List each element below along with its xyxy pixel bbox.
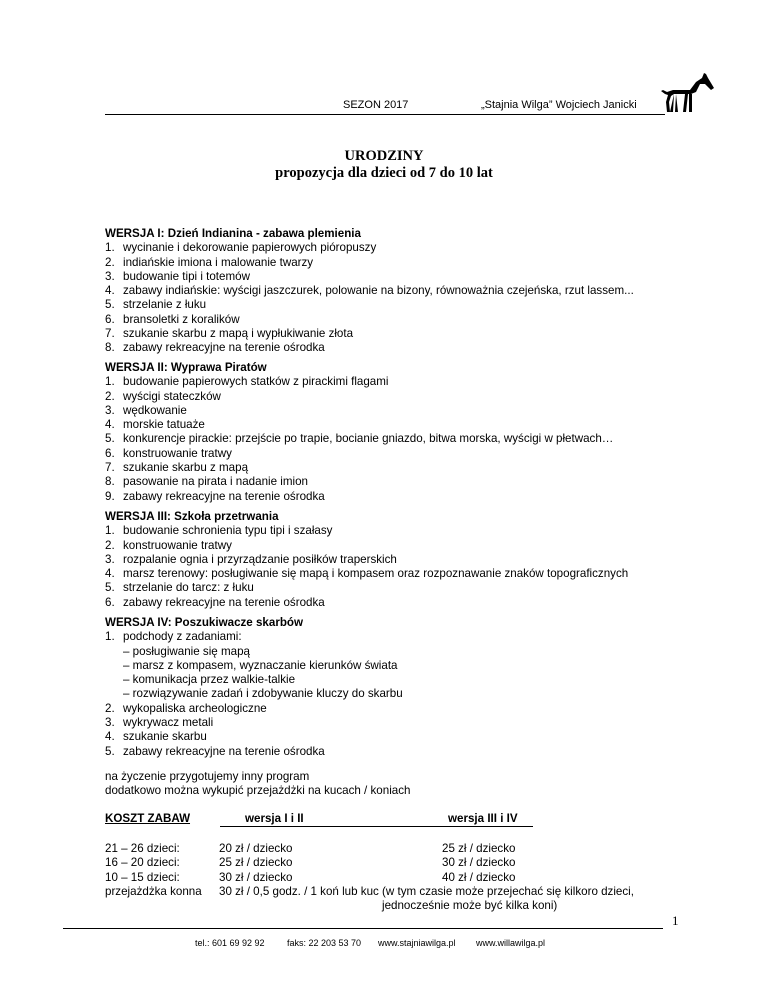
cost-value: 25 zł / dziecko	[442, 842, 516, 855]
section-3	[105, 510, 628, 610]
cost-heading: KOSZT ZABAW	[105, 812, 191, 825]
list-item: 2. indiańskie imiona i malowanie twarzy	[105, 255, 314, 269]
ride-text: 30 zł / 0,5 godz. / 1 koń lub kuc (w tym czasie może przejechać się kilkoro dzieci,	[219, 885, 634, 898]
cost-value: 30 zł / dziecko	[442, 856, 516, 870]
section-3-heading: WERSJA III: Szkoła przetrwania	[105, 510, 279, 523]
list-item: 1. wycinanie i dekorowanie papierowych pióropuszy	[105, 241, 377, 255]
footer-fax: faks: 22 203 53 70	[287, 938, 362, 948]
list-item: 4. zabawy indiańskie: wyścigi jaszczurek, polowanie na bizony, równoważnia czejeńska, rzut lassem...	[105, 284, 634, 298]
page-number: 1	[672, 913, 679, 928]
list-item: 1. podchody z zadaniami:	[105, 630, 242, 644]
list-item: 2. wyścigi stateczków	[105, 389, 221, 403]
note-line: dodatkowo można wykupić przejażdżki na kucach / koniach	[105, 784, 411, 798]
sub-item: – komunikacja przez walkie-talkie	[123, 673, 296, 687]
list-item: 7. szukanie skarbu z mapą i wypłukiwanie złota	[105, 327, 354, 341]
list-item: 2. wykopaliska archeologiczne	[105, 701, 267, 715]
sub-item: – posługiwanie się mapą	[123, 644, 250, 658]
horse-icon	[660, 72, 715, 114]
section-4	[105, 616, 403, 759]
list-item: 5. konkurencje pirackie: przejście po trapie, bocianie gniazdo, bitwa morska, wyścigi w płetwach…	[105, 432, 614, 446]
cost-value: 25 zł / dziecko	[219, 856, 293, 870]
notes	[105, 770, 410, 799]
cost-col1-header: wersja I i II	[245, 812, 304, 825]
list-item: 6. bransoletki z koralików	[105, 312, 240, 326]
list-item: 5. zabawy rekreacyjne na terenie ośrodka	[105, 744, 325, 758]
cost-value: 20 zł / dziecko	[219, 842, 293, 855]
cost-row-label: 16 – 20 dzieci:	[105, 856, 180, 870]
page-title: URODZINY	[344, 148, 424, 164]
cost-value: 40 zł / dziecko	[442, 870, 516, 884]
ride-label: przejażdżka konna	[105, 884, 202, 898]
list-item: 5. strzelanie z łuku	[105, 298, 207, 312]
cost-col1-values	[219, 842, 292, 885]
cost-col2-values	[442, 842, 515, 885]
note-line: na życzenie przygotujemy inny program	[105, 770, 310, 783]
section-4-heading: WERSJA IV: Poszukiwacze skarbów	[105, 616, 304, 629]
section-2-heading: WERSJA II: Wyprawa Piratów	[105, 361, 267, 374]
sub-item: – rozwiązywanie zadań i zdobywanie kluczy do skarbu	[123, 687, 403, 701]
list-item: 4. marsz terenowy: posługiwanie się mapą i kompasem oraz rozpoznawanie znaków topograficznych	[105, 567, 629, 581]
list-item: 8. pasowanie na pirata i nadanie imion	[105, 475, 308, 489]
footer-rule	[63, 928, 663, 929]
ride-text-2: jednocześnie może być kilka koni)	[382, 899, 558, 912]
list-item: 8. zabawy rekreacyjne na terenie ośrodka	[105, 341, 325, 355]
footer-web-1[interactable]: www.stajniawilga.pl	[378, 938, 456, 948]
sub-item: – marsz z kompasem, wyznaczanie kierunków świata	[123, 658, 398, 672]
list-item: 3. budowanie tipi i totemów	[105, 269, 250, 283]
list-item: 1. budowanie schronienia typu tipi i szałasy	[105, 524, 333, 538]
list-item: 3. rozpalanie ognia i przyrządzanie posiłków traperskich	[105, 552, 397, 566]
season-label: SEZON 2017	[343, 99, 409, 111]
list-item: 3. wykrywacz metali	[105, 716, 214, 730]
footer-tel: tel.: 601 69 92 92	[195, 938, 265, 948]
list-item: 9. zabawy rekreacyjne na terenie ośrodka	[105, 489, 325, 503]
cost-col2-header: wersja III i IV	[448, 812, 518, 825]
list-item: 5. strzelanie do tarcz: z łuku	[105, 581, 254, 595]
cost-value: 30 zł / dziecko	[219, 870, 293, 884]
footer-web-2[interactable]: www.willawilga.pl	[476, 938, 546, 948]
cost-labels	[105, 842, 202, 899]
section-1-heading: WERSJA I: Dzień Indianina - zabawa plemienia	[105, 227, 361, 240]
list-item: 3. wędkowanie	[105, 403, 187, 417]
section-1	[105, 227, 634, 356]
list-item: 6. zabawy rekreacyjne na terenie ośrodka	[105, 595, 325, 609]
company-name: „Stajnia Wilga” Wojciech Janicki	[481, 99, 637, 111]
section-2	[105, 361, 613, 504]
cost-row-label: 21 – 26 dzieci:	[105, 842, 180, 855]
list-item: 2. konstruowanie tratwy	[105, 538, 232, 552]
page-subtitle: propozycja dla dzieci od 7 do 10 lat	[275, 165, 493, 181]
header-rule	[105, 114, 665, 115]
list-item: 4. szukanie skarbu	[105, 730, 207, 744]
list-item: 1. budowanie papierowych statków z pirackimi flagami	[105, 375, 389, 389]
list-item: 6. konstruowanie tratwy	[105, 446, 232, 460]
list-item: 4. morskie tatuaże	[105, 418, 205, 432]
list-item: 7. szukanie skarbu z mapą	[105, 461, 249, 475]
cost-row-label: 10 – 15 dzieci:	[105, 870, 180, 884]
